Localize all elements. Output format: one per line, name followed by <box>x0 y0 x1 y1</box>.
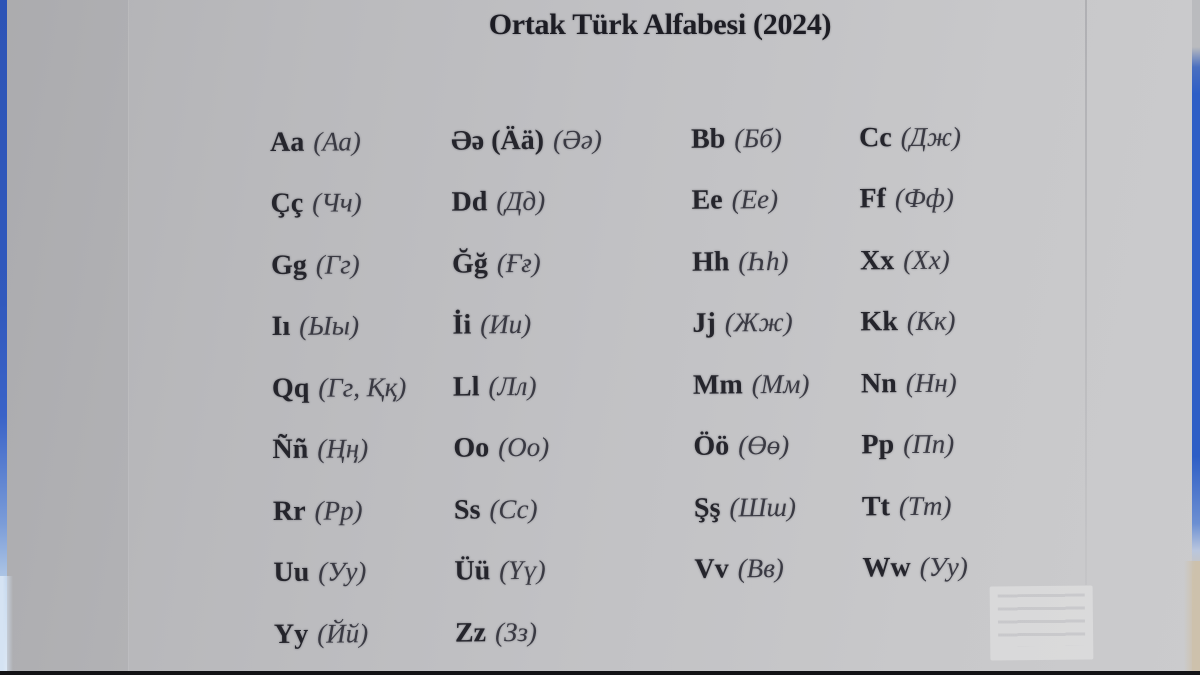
alphabet-entry <box>270 187 451 220</box>
cyrillic-equivalent: (Ңң) <box>317 433 369 464</box>
latin-letters: Pp <box>861 429 895 461</box>
latin-letters: Ee <box>691 184 723 216</box>
alphabet-entry <box>274 617 455 650</box>
latin-letters: Ss <box>453 494 481 526</box>
alphabet-entry <box>693 368 861 401</box>
latin-letters: Ğğ <box>451 248 488 280</box>
latin-letters: Dd <box>451 186 488 218</box>
cyrillic-equivalent: (Зз) <box>494 616 538 648</box>
cyrillic-equivalent: (Ғғ) <box>496 247 541 278</box>
alphabet-entry <box>862 551 1053 584</box>
letterbox-bar <box>0 671 1200 675</box>
latin-letters: Gg <box>270 249 307 281</box>
latin-letters: Uu <box>273 556 310 589</box>
alphabet-entry <box>693 430 861 463</box>
alphabet-entry <box>692 245 860 278</box>
cyrillic-equivalent: (Ыы) <box>299 310 360 342</box>
cyrillic-equivalent: (Гг, Ққ) <box>318 371 407 403</box>
latin-letters: Yy <box>273 618 309 650</box>
alphabet-entry <box>860 305 1051 338</box>
alphabet-entry <box>451 123 691 157</box>
alphabet-entry <box>273 494 454 527</box>
latin-letters: Hh <box>691 246 730 278</box>
alphabet-entry <box>859 121 1050 154</box>
cyrillic-equivalent: (Әә) <box>552 124 602 155</box>
alphabet-entry <box>454 554 694 588</box>
cyrillic-equivalent: (Өө) <box>738 430 790 461</box>
alphabet-entry <box>455 615 695 649</box>
alphabet-entry <box>691 122 859 155</box>
latin-letters: Xx <box>859 244 895 277</box>
alphabet-entry <box>694 491 862 524</box>
latin-letters: Çç <box>270 187 304 220</box>
alphabet-entry <box>273 556 454 589</box>
latin-letters: Aa <box>269 126 305 158</box>
latin-letters: Ññ <box>272 433 309 466</box>
cyrillic-equivalent: (Дд) <box>496 186 546 217</box>
cyrillic-equivalent: (Чч) <box>312 187 362 218</box>
cyrillic-equivalent: (Һһ) <box>738 245 789 277</box>
cyrillic-equivalent: (Мм) <box>751 368 810 399</box>
alphabet-entry <box>694 553 862 586</box>
cyrillic-equivalent: (Фф) <box>894 182 954 214</box>
latin-letters: Mm <box>692 369 743 401</box>
alphabet-entry <box>691 184 859 217</box>
alphabet-entry <box>270 125 451 158</box>
alphabet-entry <box>272 433 453 466</box>
paper-crease <box>1085 0 1087 585</box>
cyrillic-equivalent: (Уу) <box>919 551 968 583</box>
latin-letters: Jj <box>692 307 716 339</box>
alphabet-entry <box>862 490 1053 523</box>
alphabet-entry <box>452 246 692 280</box>
latin-letters: Şş <box>693 492 721 524</box>
faded-label-patch <box>990 585 1094 660</box>
cyrillic-equivalent: (Кк) <box>906 305 956 337</box>
latin-letters: Ll <box>452 371 480 403</box>
alphabet-entry <box>451 185 691 219</box>
alphabet-entry <box>860 244 1051 277</box>
latin-letters: Oo <box>453 432 490 464</box>
cyrillic-equivalent: (Сс) <box>489 493 538 525</box>
cyrillic-equivalent: (Лл) <box>488 370 537 402</box>
latin-letters: Kk <box>860 306 898 338</box>
paper-shade-band <box>7 0 129 675</box>
latin-letters: Ww <box>862 552 911 584</box>
latin-letters: Zz <box>454 617 487 649</box>
video-edge-left <box>0 0 7 671</box>
cyrillic-equivalent: (Ее) <box>731 184 779 215</box>
alphabet-entry <box>271 248 452 281</box>
cyrillic-equivalent: (Шш) <box>729 491 797 523</box>
cyrillic-equivalent: (Дж) <box>900 121 962 152</box>
latin-letters: Qq <box>271 372 310 404</box>
latin-letters: Vv <box>694 553 729 585</box>
latin-letters: Nn <box>860 367 897 400</box>
alphabet-entry <box>453 431 693 465</box>
alphabet-table <box>270 106 1054 668</box>
alphabet-entry <box>271 310 452 343</box>
alphabet-entry <box>454 492 694 526</box>
alphabet-entry <box>861 428 1052 461</box>
cyrillic-equivalent: (Жж) <box>724 307 793 338</box>
alphabet-entry <box>272 371 453 404</box>
cyrillic-equivalent: (Аа) <box>313 126 361 157</box>
latin-letters: Rr <box>272 495 306 527</box>
cyrillic-equivalent: (Ии) <box>480 309 532 340</box>
alphabet-entry <box>859 182 1050 215</box>
alphabet-entry <box>453 369 693 403</box>
latin-letters: Ff <box>859 183 887 215</box>
alphabet-entry <box>452 308 692 342</box>
cyrillic-equivalent: (Үү) <box>499 555 546 586</box>
cyrillic-equivalent: (Пп) <box>903 428 955 460</box>
cyrillic-equivalent: (Бб) <box>734 122 782 154</box>
cyrillic-equivalent: (Рр) <box>314 495 363 526</box>
cyrillic-equivalent: (Тт) <box>898 490 952 521</box>
cyrillic-equivalent: (Гг) <box>315 249 360 280</box>
latin-letters: Bb <box>690 123 726 155</box>
latin-letters: Cc <box>858 121 892 154</box>
beige-corner <box>1184 561 1200 671</box>
page-title: Ortak Türk Alfabesi (2024) <box>488 8 832 41</box>
cyrillic-equivalent: (Вв) <box>737 553 784 584</box>
cyrillic-equivalent: (Нн) <box>905 367 957 398</box>
cyrillic-equivalent: (Йй) <box>317 618 369 649</box>
latin-letters: Öö <box>693 430 730 462</box>
cyrillic-equivalent: (Хх) <box>903 244 950 275</box>
cyrillic-equivalent: (Уу) <box>318 556 367 587</box>
light-blue-corner <box>0 576 13 671</box>
latin-letters: İi <box>452 309 472 341</box>
alphabet-entry <box>692 307 860 340</box>
latin-letters: Əə (Ää) <box>450 124 545 157</box>
cyrillic-equivalent: (Оо) <box>498 432 550 463</box>
alphabet-entry <box>861 367 1052 400</box>
latin-letters: Iı <box>271 311 291 343</box>
latin-letters: Tt <box>861 490 891 523</box>
latin-letters: Üü <box>454 555 491 587</box>
